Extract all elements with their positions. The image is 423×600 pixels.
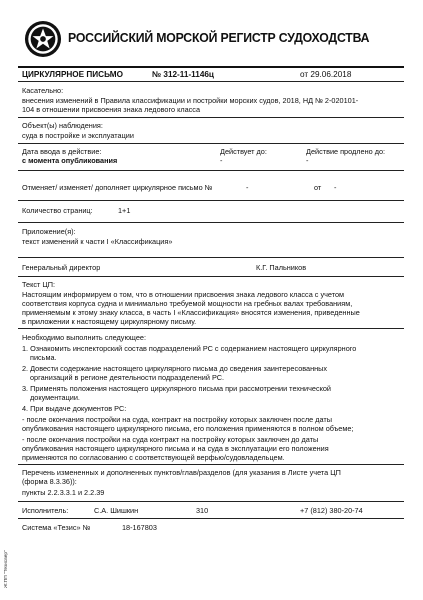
entry-date-label: Дата ввода в действие: xyxy=(22,147,102,156)
divider xyxy=(18,464,404,465)
document-header xyxy=(24,18,404,62)
changed-items-label: Перечень измененных и дополненных пунктов/глав/разделов (для указания в Листе учета ЦП xyxy=(22,468,341,477)
letter-date: от 29.06.2018 xyxy=(300,70,352,79)
text-line: в приложении к настоящему циркулярному письму. xyxy=(22,317,197,326)
system-number: 18-167803 xyxy=(122,523,157,532)
appendix-label: Приложение(я): xyxy=(22,227,76,236)
action-item-line: 1. Ознакомить инспекторский состав подразделений РС с содержанием настоящего циркулярного xyxy=(22,344,357,353)
valid-until-value: - xyxy=(220,156,223,165)
entry-date-value: с момента опубликования xyxy=(22,156,118,165)
divider xyxy=(18,117,404,118)
subject-label: Касательно: xyxy=(22,86,64,95)
executor-label: Исполнитель: xyxy=(22,506,69,515)
cancels-from-value: - xyxy=(334,183,337,192)
divider xyxy=(18,257,404,258)
executor-phone: +7 (812) 380-20-74 xyxy=(300,506,363,515)
subject-line: 104 в отношении присвоения знака ледового класса xyxy=(22,105,201,114)
changed-items-value: пункты 2.2.3.3.1 и 2.2.39 xyxy=(22,488,105,497)
objects-value: суда в постройке и эксплуатации xyxy=(22,131,134,140)
signatory-position: Генеральный директор xyxy=(22,263,101,272)
action-item-line: документации. xyxy=(30,393,80,402)
appendix-value: текст изменений к части I «Классификация» xyxy=(22,237,173,246)
subject-line: внесения изменений в Правила классификации и постройки морских судов, 2018, НД № 2-020101- xyxy=(22,96,359,105)
action-item-line: 4. При выдаче документов РС: xyxy=(22,404,127,413)
divider xyxy=(18,328,404,329)
action-item-line: опубликования настоящего циркулярного письма, его положения применяются в полном объеме; xyxy=(22,424,354,433)
text-section-label: Текст ЦП: xyxy=(22,280,56,289)
extended-label: Действие продлено до: xyxy=(306,147,386,156)
extended-value: - xyxy=(306,156,309,165)
side-note xyxy=(4,518,12,598)
rs-emblem-icon xyxy=(24,20,62,58)
divider xyxy=(18,501,404,502)
divider xyxy=(18,143,404,144)
action-item-line: 2. Довести содержание настоящего циркулярного письма до сведения заинтересованных xyxy=(22,364,328,373)
divider xyxy=(18,200,404,201)
title-divider xyxy=(18,81,404,82)
text-line: соответствия корпуса судна и минимально требуемой мощности на гребных валах требованиям, xyxy=(22,299,353,308)
cancels-label: Отменяет/ изменяет/ дополняет циркулярное письмо № xyxy=(22,183,213,192)
executor-name: С.А. Шишкин xyxy=(94,506,139,515)
signatory-name: К.Г. Пальников xyxy=(256,263,307,272)
divider xyxy=(18,276,404,277)
objects-label: Объект(ы) наблюдения: xyxy=(22,121,103,130)
divider xyxy=(18,170,404,171)
pages-value: 1+1 xyxy=(118,206,131,215)
action-item-line: применяются по согласованию с соответствующей верфью/судовладельцем. xyxy=(22,453,285,462)
action-item-line: письма. xyxy=(30,353,57,362)
text-line: Настоящим информируем о том, что в отношении присвоения знака ледового класса с учетом xyxy=(22,290,345,299)
pages-label: Количество страниц: xyxy=(22,206,93,215)
action-item-line: - после окончания постройки на суда контракт на постройку которых заключен до даты xyxy=(22,435,319,444)
action-item-line: 3. Применять положения настоящего циркулярного письма при рассмотрении технической xyxy=(22,384,332,393)
org-name: РОССИЙСКИЙ МОРСКОЙ РЕГИСТР СУДОХОДСТВА xyxy=(68,30,370,45)
letter-number: № 312-11-1146ц xyxy=(152,70,214,79)
actions-label: Необходимо выполнить следующее: xyxy=(22,333,146,342)
executor-ext: 310 xyxy=(196,506,209,515)
side-note-text: Ж:ПП "Тезисвер" xyxy=(4,550,9,588)
system-label: Система «Тезис» № xyxy=(22,523,91,532)
divider xyxy=(18,222,404,223)
header-divider xyxy=(18,66,404,68)
text-line: применяемым к этому знаку класса, в часть I «Классификация» вносятся изменения, приведенные xyxy=(22,308,360,317)
action-item-line: организаций в регионе деятельности подразделений РС. xyxy=(30,373,225,382)
changed-items-label-2: (форма 8.3.36)): xyxy=(22,477,77,486)
divider xyxy=(18,518,404,519)
letter-type: ЦИРКУЛЯРНОЕ ПИСЬМО xyxy=(22,70,123,79)
action-item-line: - после окончания постройки на суда, контракт на постройку которых заключен после даты xyxy=(22,415,332,424)
valid-until-label: Действует до: xyxy=(220,147,267,156)
cancels-from-label: от xyxy=(314,183,322,192)
action-item-line: опубликования настоящего циркулярного письма и на суда в эксплуатации его положения xyxy=(22,444,329,453)
cancels-number: - xyxy=(246,183,249,192)
